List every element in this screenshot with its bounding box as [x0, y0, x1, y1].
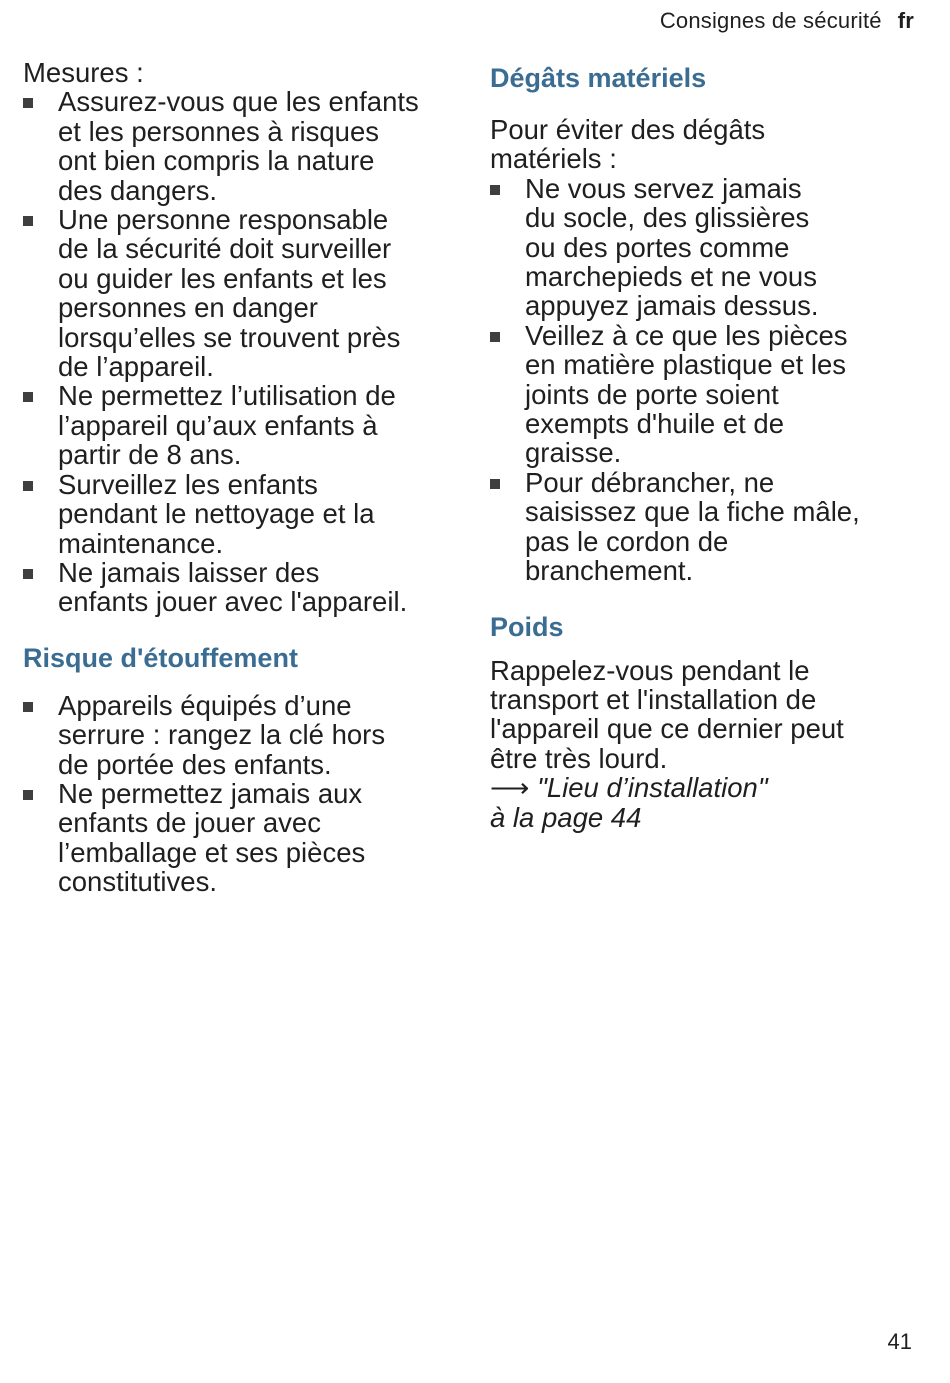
list-item: [23, 779, 453, 897]
heading-material-damage: Dégâts matériels: [490, 63, 707, 93]
damage-intro: Pour éviter des dégâts matériels :: [490, 114, 766, 175]
heading-weight: Poids: [490, 611, 564, 642]
list-item-text: Appareils équipés d’une serrure : rangez la clé hors de portée des enfants.: [58, 689, 386, 780]
list-item-text: Ne jamais laisser des enfants jouer avec l'appareil.: [58, 556, 408, 618]
list-item: [23, 558, 453, 617]
bullet-square-icon: [490, 332, 500, 342]
page-header: [660, 8, 914, 34]
list-item: [23, 470, 453, 558]
weight-paragraph: Rappelez-vous pendant le transport et l'installation de l'appareil que ce dernier peut être très lourd.: [490, 654, 844, 774]
bullet-square-icon: [23, 481, 33, 491]
list-item-text: Pour débrancher, ne saisissez que la fiche mâle, pas le cordon de branchement.: [525, 466, 860, 587]
bullet-square-icon: [23, 392, 33, 402]
arrow-right-icon: ⟶: [490, 772, 530, 804]
list-item: [490, 174, 910, 321]
link-text: "Lieu d’installation" à la page 44: [490, 772, 768, 833]
bullet-square-icon: [490, 479, 500, 489]
list-item-text: Ne permettez jamais aux enfants de jouer avec l’emballage et ses pièces constitutives.: [58, 777, 366, 898]
list-item-text: Une personne responsable de la sécurité doit surveiller ou guider les enfants et les personnes en danger lorsqu’elles se trouvent près de l’appareil.: [58, 204, 401, 383]
list-item-text: Veillez à ce que les pièces en matière plastique et les joints de porte soient exempts d'huile et de graisse.: [525, 319, 848, 469]
list-item-text: Assurez-vous que les enfants et les personnes à risques ont bien compris la nature des dangers.: [58, 86, 419, 206]
left-column: [23, 58, 453, 897]
suffocation-list: [23, 691, 453, 897]
bullet-square-icon: [23, 98, 33, 108]
bullet-square-icon: [23, 569, 33, 579]
language-code: fr: [897, 8, 914, 33]
list-item-text: Ne vous servez jamais du socle, des glissières ou des portes comme marchepieds et ne vous appuyez jamais dessus.: [525, 172, 819, 322]
damage-list: [490, 174, 910, 586]
list-item-text: Ne permettez l’utilisation de l’appareil qu’aux enfants à partir de 8 ans.: [58, 380, 396, 471]
list-item: [23, 381, 453, 469]
list-item-text: Surveillez les enfants pendant le nettoyage et la maintenance.: [58, 468, 375, 559]
right-column: [490, 58, 910, 832]
bullet-square-icon: [23, 790, 33, 800]
list-item: [23, 87, 453, 205]
list-item: [23, 691, 453, 779]
measures-intro: Mesures :: [23, 57, 144, 88]
page-number: 41: [887, 1329, 912, 1354]
measures-list: [23, 87, 453, 616]
list-item: [23, 205, 453, 381]
list-item: [490, 321, 910, 468]
bullet-square-icon: [490, 185, 500, 195]
bullet-square-icon: [23, 216, 33, 226]
heading-suffocation-risk: Risque d'étouffement: [23, 642, 298, 673]
section-title: Consignes de sécurité: [659, 8, 882, 33]
list-item: [490, 468, 910, 586]
bullet-square-icon: [23, 702, 33, 712]
installation-location-link[interactable]: [490, 773, 910, 832]
